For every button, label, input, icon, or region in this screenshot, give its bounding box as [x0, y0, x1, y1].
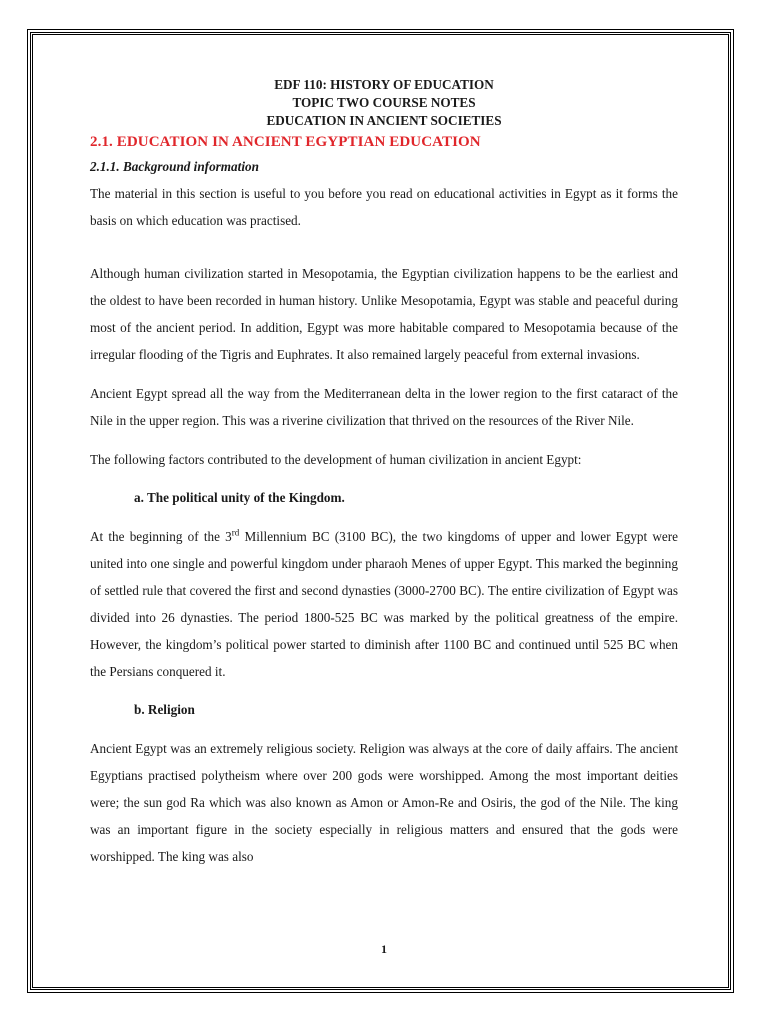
p5-after: Millennium BC (3100 BC), the two kingdoms of upper and lower Egypt were united into one single and powerful kingdom under pharaoh Menes of upper Egypt. This marked the beginning of settled rule that covered the first and second dynasties (3000-2700 BC). The entire civilization of Egypt was divided into 26 dynasties. The period 1800-525 BC was marked by the political greatness of the empire. However, the kingdom’s political power started to diminish after 1100 BC and continued until 525 BC when the Persians conquered it. [90, 529, 679, 679]
p5-before: At the beginning of the 3 [90, 529, 232, 544]
subsection-heading: 2.1.1. Background information [90, 159, 259, 174]
paragraph-religion: Ancient Egypt was an extremely religious society. Religion was always at the core of daily affairs. The ancient Egyptians practised polytheism where over 200 gods were worshipped. Among the most important deities were; the sun god Ra which was also known as Amon or Amon-Re and Osiris, the god of the Nile. The king was an important figure in the society especially in religious matters and ensured that the gods were worshipped. The king was also [90, 741, 678, 864]
paragraph-political-unity [90, 523, 678, 685]
topic-title: TOPIC TWO COURSE NOTES [292, 95, 476, 110]
paragraph-factors: The following factors contributed to the development of human civilization in ancient Egypt: [90, 452, 582, 467]
document-body [90, 76, 678, 870]
section-heading: 2.1. EDUCATION IN ANCIENT EGYPTIAN EDUCATION [90, 134, 481, 150]
course-title: EDF 110: HISTORY OF EDUCATION [274, 77, 494, 92]
page-number: 1 [381, 942, 387, 956]
paragraph-intro: The material in this section is useful to you before you read on educational activities in Egypt as it forms the basis on which education was practised. [90, 186, 678, 228]
paragraph-civilization: Although human civilization started in Mesopotamia, the Egyptian civilization happens to be the earliest and the oldest to have been recorded in human history. Unlike Mesopotamia, Egypt was stable and peaceful during most of the ancient period. In addition, Egypt was more habitable compared to Mesopotamia because of the irregular flooding of the Tigris and Euphrates. It also remained largely peaceful from external invasions. [90, 266, 678, 362]
paragraph-geography: Ancient Egypt spread all the way from the Mediterranean delta in the lower region to the first cataract of the Nile in the upper region. This was a riverine civilization that thrived on the resources of the River Nile. [90, 386, 678, 428]
point-religion: b. Religion [134, 702, 195, 717]
point-political-unity: a. The political unity of the Kingdom. [134, 490, 345, 505]
document-subtitle: EDUCATION IN ANCIENT SOCIETIES [266, 113, 502, 128]
ordinal-superscript: rd [231, 527, 240, 538]
